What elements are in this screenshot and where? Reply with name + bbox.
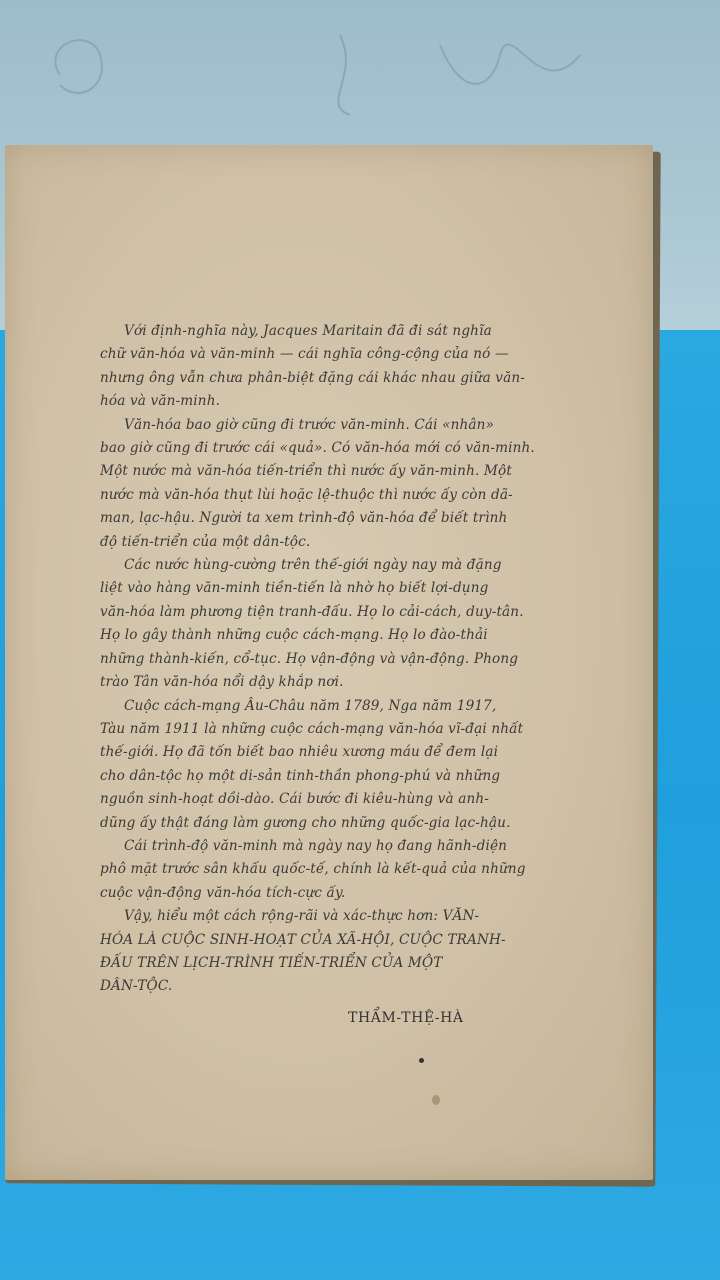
text-line: văn-hóa làm phương tiện tranh-đấu. Họ lo cải-cách, duy-tân. [100,603,524,620]
text-line: hóa và văn-minh. [100,393,221,410]
paragraph-6 [100,905,570,999]
text-line: nước mà văn-hóa thụt lùi hoặc lệ-thuộc thì nước ấy còn dã- [100,486,513,503]
text-line: Cuộc cách-mạng Âu-Châu năm 1789, Nga năm 1917, [124,697,497,714]
paragraph-3 [100,554,570,694]
text-line: Các nước hùng-cường trên thế-giới ngày nay mà đặng [124,557,502,574]
text-line: Cái trình-độ văn-minh mà ngày nay họ đang hãnh-diện [124,837,508,854]
text-line: phô mặt trước sân khấu quốc-tế, chính là kết-quả của những [100,861,526,878]
paragraph-1 [100,320,570,414]
text-line: Văn-hóa bao giờ cũng đi trước văn-minh. Cái «nhân» [124,416,495,433]
text-line: chữ văn-hóa và văn-minh — cái nghĩa công-cộng của nó — [100,346,509,363]
paragraph-4 [100,695,570,835]
text-line: HÓA LÀ CUỘC SINH-HOẠT CỦA XÃ-HỘI, CUỘC TRANH- [100,931,506,948]
text-line: Vậy, hiểu một cách rộng-rãi và xác-thực hơn: VĂN- [124,908,480,925]
paragraph-5 [100,835,570,905]
ink-dot [419,1058,424,1063]
text-line: DÂN-TỘC. [100,978,173,995]
text-line: man, lạc-hậu. Người ta xem trình-độ văn-hóa để biết trình [100,510,508,527]
body-text [100,320,570,999]
text-line: nhưng ông vẫn chưa phân-biệt đặng cái khác nhau giữa văn- [100,369,526,386]
text-line: trào Tân văn-hóa nổi dậy khắp nơi. [100,674,344,691]
text-line: cho dân-tộc họ một di-sản tinh-thần phong-phú và những [100,767,501,784]
text-line: bao giờ cũng đi trước cái «quả». Có văn-hóa mới có văn-minh. [100,440,535,457]
text-line: độ tiến-triển của một dân-tộc. [100,533,311,550]
paragraph-2 [100,414,570,554]
text-line: những thành-kiến, cổ-tục. Họ vận-động và vận-động. Phong [100,650,519,667]
background-scribble [20,15,620,125]
text-line: Họ lo gây thành những cuộc cách-mạng. Họ lo đào-thải [100,627,488,644]
paper-stain [432,1095,440,1105]
text-line: liệt vào hàng văn-minh tiền-tiến là nhờ họ biết lợi-dụng [100,580,489,597]
text-line: ĐẤU TRÊN LỊCH-TRÌNH TIẾN-TRIỂN CỦA MỘT [100,954,443,971]
text-line: Tàu năm 1911 là những cuộc cách-mạng văn-hóa vĩ-đại nhất [100,720,524,737]
text-line: Một nước mà văn-hóa tiến-triển thì nước ấy văn-minh. Một [100,463,512,480]
text-line: Với định-nghĩa này, Jacques Maritain đã đi sát nghĩa [124,323,492,339]
text-line: thế-giới. Họ đã tốn biết bao nhiêu xương máu để đem lại [100,744,499,761]
text-line: dũng ấy thật đáng làm gương cho những quốc-gia lạc-hậu. [100,814,511,831]
text-line: cuộc vận-động văn-hóa tích-cực ấy. [100,884,346,901]
author-signature: THẨM-THỆ-HÀ [348,1010,464,1026]
text-line: nguồn sinh-hoạt dồi-dào. Cái bước đi kiêu-hùng và anh- [100,791,490,808]
